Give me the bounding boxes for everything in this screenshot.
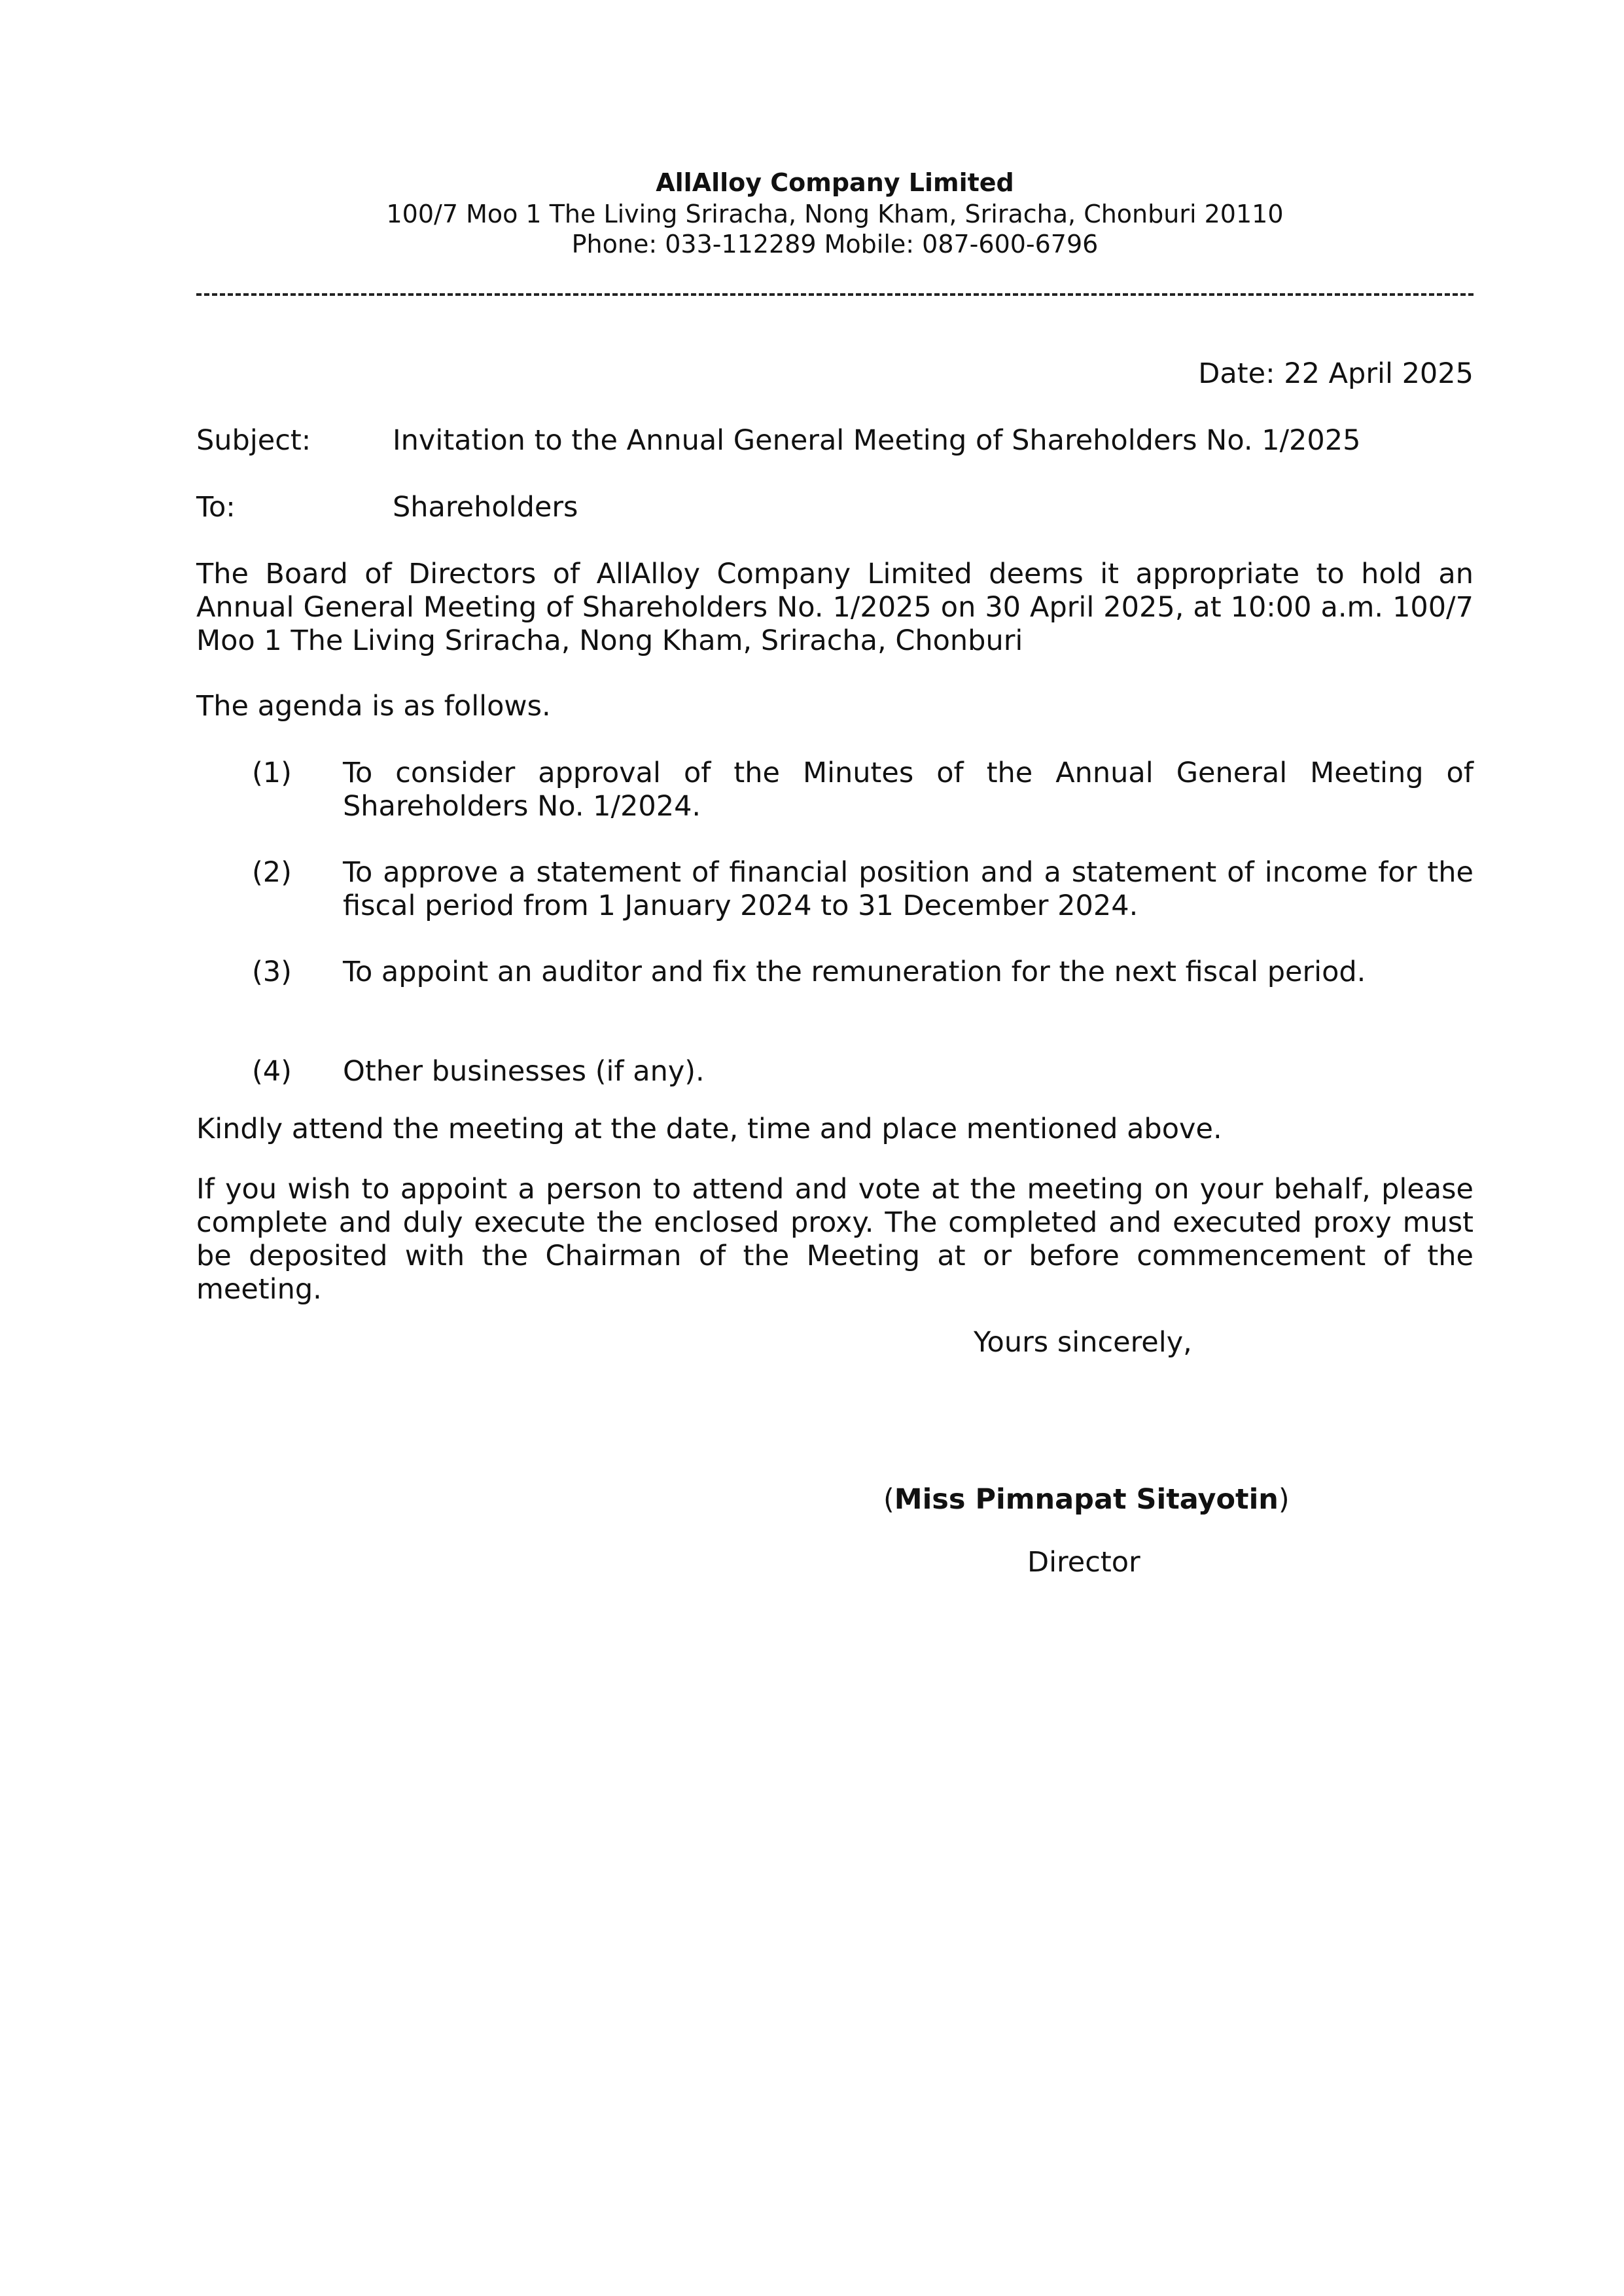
company-name: AllAlloy Company Limited <box>656 168 1014 197</box>
signatory-name-line: (Miss Pimnapat Sitayotin) <box>883 1483 1290 1516</box>
subject-text: Invitation to the Annual General Meeting of Shareholders No. 1/2025 <box>393 424 1361 457</box>
agenda-intro: The agenda is as follows. <box>196 690 551 723</box>
agenda-item-number: (3) <box>252 956 292 988</box>
company-phone: Phone: 033-112289 Mobile: 087-600-6796 <box>571 230 1099 259</box>
recipient-label: To: <box>196 491 236 524</box>
intro-paragraph: The Board of Directors of AllAlloy Company Limited deems it appropriate to hold an Annual General Meeting of Shareholders No. 1/2025 on 30 April 2025, at 10:00 a.m. 100/7 Moo 1 The Living Sriracha, Nong Kham, Sriracha, Chonburi <box>196 558 1474 657</box>
agenda-item-text: To approve a statement of financial position and a statement of income for the fiscal period from 1 January 2024 to 31 December 2024. <box>343 856 1474 922</box>
signatory-title: Director <box>1027 1546 1140 1579</box>
recipient-text: Shareholders <box>393 491 578 524</box>
proxy-paragraph: If you wish to appoint a person to attend and vote at the meeting on your behalf, please complete and duly execute the enclosed proxy. The completed and executed proxy must be deposited with the Chairman of the Meeting at or before commencement of the meeting. <box>196 1173 1474 1306</box>
attend-paragraph: Kindly attend the meeting at the date, time and place mentioned above. <box>196 1113 1222 1145</box>
agenda-item-text: To consider approval of the Minutes of the Annual General Meeting of Shareholders No. 1/2024. <box>343 757 1474 823</box>
company-address: 100/7 Moo 1 The Living Sriracha, Nong Kham, Sriracha, Chonburi 20110 <box>386 200 1284 228</box>
subject-label: Subject: <box>196 424 311 457</box>
letter-date: Date: 22 April 2025 <box>1198 357 1474 390</box>
dashed-divider <box>196 293 1474 296</box>
agenda-item-text: Other businesses (if any). <box>343 1055 705 1088</box>
agenda-item-number: (2) <box>252 856 292 889</box>
agenda-item-text: To appoint an auditor and fix the remuneration for the next fiscal period. <box>343 956 1366 988</box>
closing-line: Yours sincerely, <box>974 1326 1192 1359</box>
signatory-name: Miss Pimnapat Sitayotin <box>894 1483 1279 1516</box>
agenda-item-number: (1) <box>252 757 292 789</box>
agenda-item-number: (4) <box>252 1055 292 1088</box>
